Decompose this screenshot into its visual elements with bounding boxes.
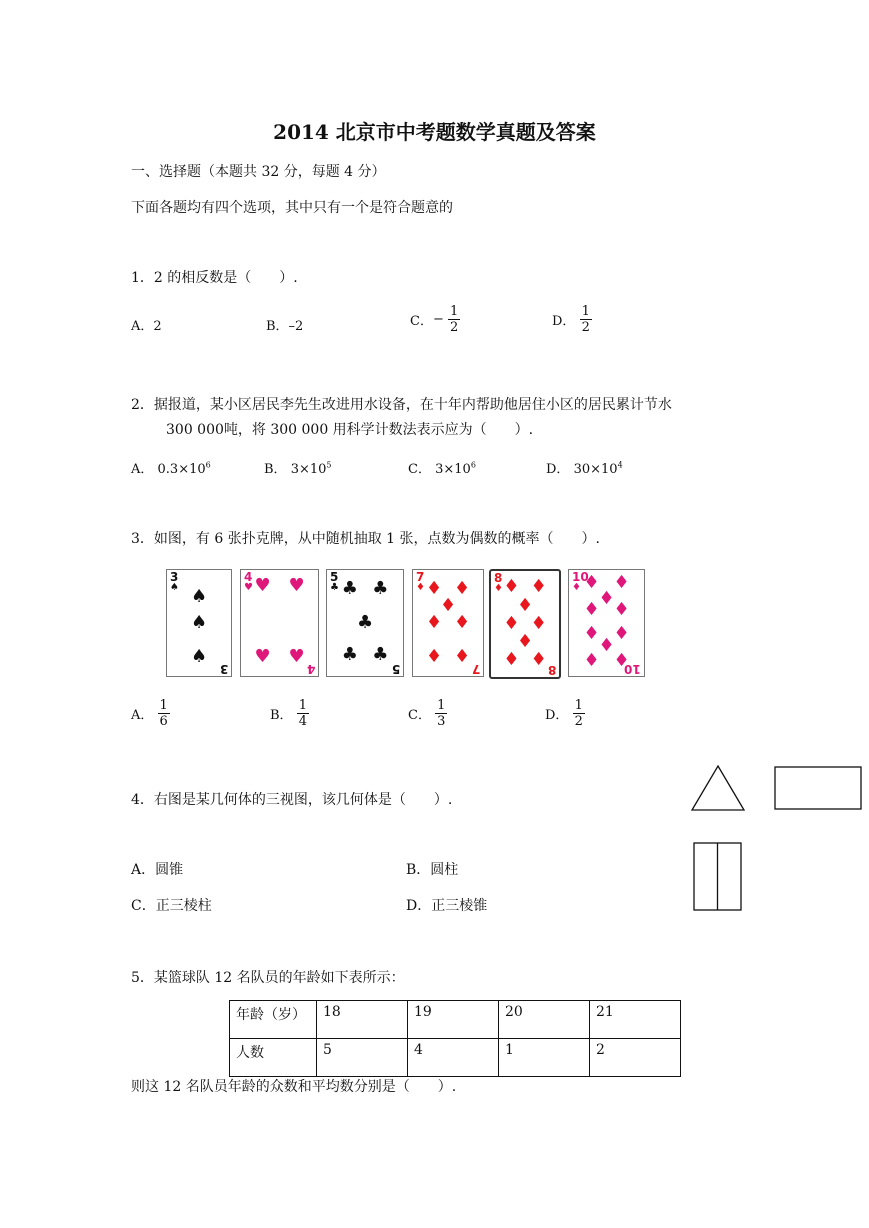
suit-pip-icon: ♦ (583, 599, 600, 621)
q3-option-b (270, 698, 309, 729)
q4-option-b: B．圆柱 (406, 862, 459, 878)
suit-pip-icon: ♦ (454, 645, 471, 667)
card-rank: 8 (494, 571, 503, 585)
card-rank: 10 (572, 570, 589, 584)
suit-pip-icon: ♠ (191, 585, 208, 607)
q4-option-c: C．正三棱柱 (131, 898, 212, 914)
age-table (229, 1000, 681, 1077)
q4-option-d: D．正三棱锥 (406, 898, 488, 914)
q3-a-fraction (158, 698, 170, 729)
q1-c-fraction (448, 304, 460, 335)
suit-pip-icon: ♦ (613, 622, 630, 644)
q2-d-label: D． (546, 462, 570, 477)
card-rank-inverted: 7 (471, 662, 480, 676)
q2-c-base: 3×10 (435, 462, 471, 477)
q3-option-c (408, 698, 447, 729)
suit-pip-icon: ♦ (503, 575, 520, 597)
suit-pip-icon: ♦ (613, 571, 630, 593)
three-view-figure (690, 762, 865, 914)
card-rank-inverted: 8 (547, 663, 556, 677)
page-title: 2014 北京市中考题数学真题及答案 (273, 120, 596, 144)
numerator: 1 (574, 698, 583, 713)
suit-pip-icon: ♥ (288, 574, 305, 596)
suit-pip-icon: ♦ (503, 613, 520, 634)
denominator: 4 (298, 714, 307, 729)
suit-pip-icon: ♦ (503, 649, 520, 671)
suit-pip-icon: ♥ (254, 645, 271, 667)
suit-pip-icon: ♦ (454, 612, 471, 633)
q2-b-base: 3×10 (290, 462, 327, 477)
suit-pip-icon: ♦ (598, 587, 615, 609)
playing-card-8 (489, 569, 561, 679)
q3-b-label: B． (270, 708, 293, 723)
suit-pip-icon: ♥ (288, 645, 305, 667)
q2-c-exp: 6 (470, 460, 476, 470)
q5-stem: 5．某篮球队 12 名队员的年龄如下表所示： (131, 970, 405, 986)
suit-pip-icon: ♣ (341, 643, 358, 665)
table-cell: 19 (408, 1001, 499, 1039)
card-corner-suit-icon: ♠ (170, 582, 179, 593)
q2-a-exp: 6 (205, 460, 211, 470)
card-rank-inverted: 10 (624, 662, 641, 676)
playing-card-7 (412, 569, 484, 677)
numerator: 1 (159, 698, 168, 713)
q1-option-b: B．–2 (266, 319, 304, 334)
q4-option-a: A．圆锥 (131, 862, 184, 878)
q3-option-a (131, 698, 170, 729)
suit-pip-icon: ♦ (517, 631, 534, 653)
denominator: 2 (450, 320, 459, 335)
table-cell: 21 (590, 1001, 681, 1039)
card-corner-suit-icon: ♦ (494, 583, 503, 594)
front-view-triangle (692, 766, 744, 810)
q3-c-label: C． (408, 708, 431, 723)
suit-pip-icon: ♦ (454, 578, 471, 600)
suit-pip-icon: ♦ (530, 575, 547, 597)
q1-stem: 1．2 的相反数是（ ）. (131, 270, 298, 286)
numerator: 1 (581, 304, 590, 319)
q2-c-label: C． (408, 462, 431, 477)
section-heading: 一、选择题（本题共 32 分，每题 4 分） (131, 164, 386, 180)
card-rank: 5 (330, 570, 339, 584)
card-rank: 4 (244, 570, 253, 584)
playing-card-4 (240, 569, 319, 677)
suit-pip-icon: ♦ (426, 645, 443, 667)
q1-option-a: A．2 (131, 319, 162, 334)
q3-b-fraction (297, 698, 309, 729)
card-corner-suit-icon: ♦ (572, 582, 581, 593)
table-cell: 年龄（岁） (230, 1001, 317, 1039)
suit-pip-icon: ♣ (372, 578, 389, 600)
suit-pip-icon: ♦ (530, 613, 547, 634)
suit-pip-icon: ♦ (530, 649, 547, 671)
table-cell: 4 (408, 1039, 499, 1077)
table-cell: 2 (590, 1039, 681, 1077)
q3-a-label: A． (131, 708, 154, 723)
q3-stem: 3．如图，有 6 张扑克牌，从中随机抽取 1 张，点数为偶数的概率（ ）. (131, 531, 600, 547)
numerator: 1 (298, 698, 307, 713)
suit-pip-icon: ♦ (426, 612, 443, 633)
q1-option-c (410, 304, 460, 335)
q1-option-d (552, 304, 592, 335)
table-cell: 1 (499, 1039, 590, 1077)
q2-option-c (408, 458, 476, 477)
q2-d-exp: 4 (617, 460, 623, 470)
q2-a-label: A． (131, 462, 154, 477)
q2-stem-line2: 300 000吨，将 300 000 用科学计数法表示应为（ ）. (166, 422, 534, 438)
playing-card-5 (326, 569, 404, 677)
q1-d-fraction (580, 304, 592, 335)
table-row (230, 1039, 681, 1077)
suit-pip-icon: ♦ (426, 578, 443, 600)
card-corner-suit-icon: ♦ (416, 582, 425, 593)
card-rank-inverted: 4 (306, 662, 315, 676)
card-rank: 7 (416, 570, 425, 584)
suit-pip-icon: ♦ (613, 599, 630, 621)
table-cell: 人数 (230, 1039, 317, 1077)
card-rank-inverted: 5 (391, 662, 400, 676)
card-corner-suit-icon: ♥ (244, 582, 253, 593)
suit-pip-icon: ♦ (583, 571, 600, 593)
numerator: 1 (437, 698, 446, 713)
suit-pip-icon: ♦ (613, 650, 630, 672)
q2-stem-line1: 2．据报道，某小区居民李先生改进用水设备，在十年内帮助他居住小区的居民累计节水 (131, 397, 672, 413)
suit-pip-icon: ♥ (254, 574, 271, 596)
q3-c-fraction (435, 698, 447, 729)
q2-option-d (546, 458, 623, 477)
suit-pip-icon: ♦ (598, 635, 615, 657)
card-rank: 3 (170, 570, 179, 584)
denominator: 3 (437, 714, 446, 729)
q1-c-label: C． (410, 314, 433, 329)
q2-option-a (131, 458, 211, 477)
q1-d-label: D． (552, 314, 576, 329)
denominator: 2 (574, 714, 583, 729)
q2-option-b (264, 458, 332, 477)
q3-d-label: D． (545, 708, 569, 723)
suit-pip-icon: ♦ (583, 650, 600, 672)
suit-pip-icon: ♣ (372, 643, 389, 665)
q1-c-sign: − (432, 312, 444, 327)
playing-card-10 (568, 569, 645, 677)
q2-d-base: 30×10 (573, 462, 618, 477)
suit-pip-icon: ♠ (191, 612, 208, 633)
denominator: 6 (159, 714, 168, 729)
side-view-rectangle (775, 767, 861, 809)
q5-tail: 则这 12 名队员年龄的众数和平均数分别是（ ）. (131, 1079, 457, 1095)
suit-pip-icon: ♦ (583, 622, 600, 644)
q3-d-fraction (573, 698, 585, 729)
q3-option-d (545, 698, 585, 729)
q2-a-base: 0.3×10 (157, 462, 206, 477)
suit-pip-icon: ♦ (440, 595, 457, 617)
suit-pip-icon: ♦ (517, 594, 534, 616)
instruction-text: 下面各题均有四个选项，其中只有一个是符合题意的 (131, 200, 453, 216)
suit-pip-icon: ♣ (357, 612, 374, 633)
denominator: 2 (581, 320, 590, 335)
table-cell: 20 (499, 1001, 590, 1039)
table-cell: 18 (317, 1001, 408, 1039)
table-cell: 5 (317, 1039, 408, 1077)
numerator: 1 (450, 304, 459, 319)
suit-pip-icon: ♠ (191, 645, 208, 667)
q2-b-exp: 5 (326, 460, 332, 470)
q4-stem: 4．右图是某几何体的三视图，该几何体是（ ）. (131, 792, 453, 808)
q2-b-label: B． (264, 462, 287, 477)
playing-card-3 (166, 569, 232, 677)
card-rank-inverted: 3 (219, 662, 228, 676)
table-row (230, 1001, 681, 1039)
card-corner-suit-icon: ♣ (330, 582, 339, 593)
suit-pip-icon: ♣ (341, 578, 358, 600)
